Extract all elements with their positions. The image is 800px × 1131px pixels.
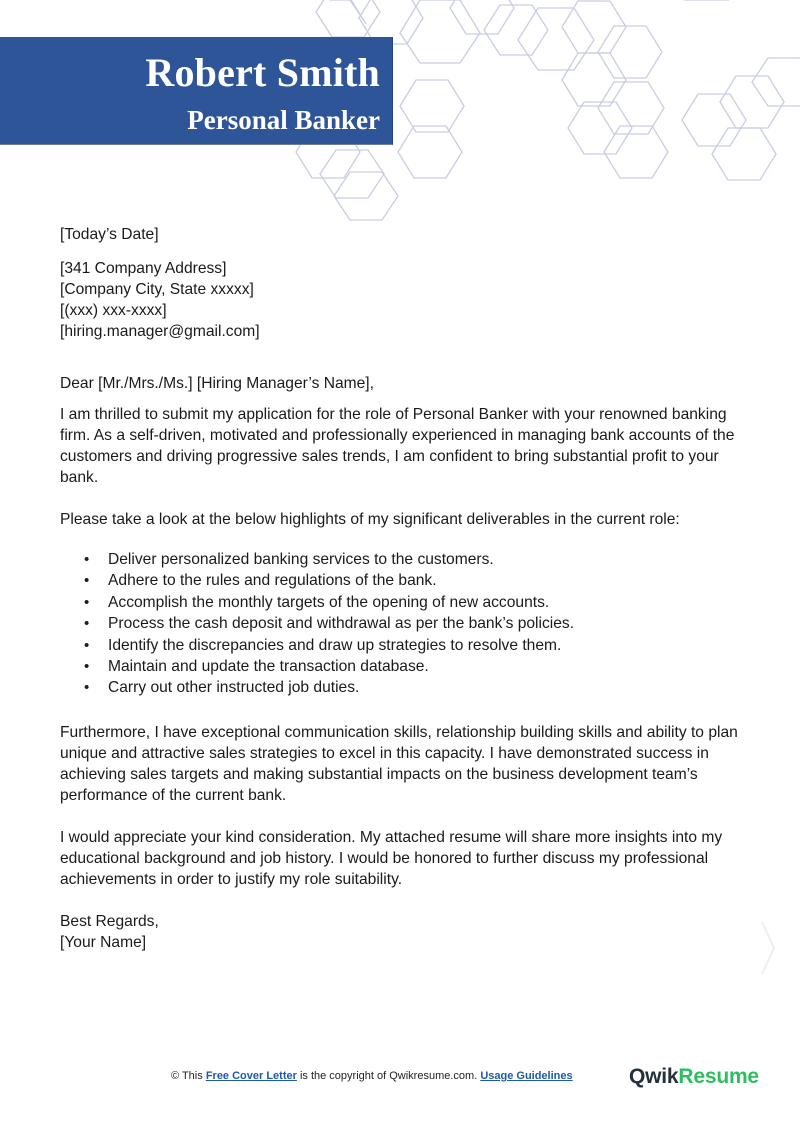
bullet-icon: • [84, 615, 90, 633]
bullet-icon: • [84, 658, 90, 676]
qwikresume-logo[interactable] [629, 1064, 759, 1090]
copyright-middle: is the copyright of Qwikresume.com. [296, 1070, 481, 1082]
bullet-icon: • [84, 593, 90, 611]
paragraph-skills: Furthermore, I have exceptional communication skills, relationship building skills and ability to plan unique and attractive sales strategies to excel in this capacity. I have demonstrated success in achieving sales targets and making substantial impacts on the business development team’s performance of the current bank. [60, 723, 738, 804]
paragraph-closing: I would appreciate your kind consideration. My attached resume will share more insights into my educational background and job history. I would be honored to further discuss my professional achievements in order to justify my role suitability. [60, 828, 723, 888]
bullet-icon: • [84, 572, 90, 590]
logo-part-resume: Resume [678, 1065, 759, 1088]
candidate-name: Robert Smith [145, 50, 380, 95]
list-item [60, 656, 760, 677]
list-item-text: Maintain and update the transaction database. [108, 658, 429, 676]
salutation: Dear [Mr./Mrs./Ms.] [Hiring Manager’s Name], [60, 375, 374, 392]
address-line-city: [Company City, State xxxxx] [60, 281, 254, 298]
list-item-text: Identify the discrepancies and draw up strategies to resolve them. [108, 636, 562, 654]
bullet-icon: • [84, 551, 90, 568]
logo-part-qwik: Qwik [629, 1065, 679, 1088]
address-line-street: [341 Company Address] [60, 260, 227, 277]
list-item-text: Adhere to the rules and regulations of the bank. [108, 572, 437, 590]
list-item [60, 635, 760, 656]
sign-off: Best Regards, [60, 912, 159, 930]
list-item-text: Carry out other instructed job duties. [108, 679, 360, 697]
list-item [60, 592, 760, 613]
list-item-text: Deliver personalized banking services to the customers. [108, 551, 494, 568]
sign-off-block [60, 911, 760, 953]
paragraph-intro: I am thrilled to submit my application for the role of Personal Banker with your renowned banking firm. As a self-driven, motivated and professionally experienced in managing bank accounts of the customers and driving progressive sales trends, I am confident to bring substantial profit to your bank. [60, 406, 735, 486]
list-item [60, 677, 760, 698]
candidate-title: Personal Banker [187, 105, 380, 135]
list-item-text: Process the cash deposit and withdrawal as per the bank’s policies. [108, 615, 575, 633]
list-item [60, 570, 760, 591]
chevron-right-icon [758, 920, 778, 976]
copyright-prefix: © This [171, 1070, 206, 1082]
letter-date: [Today’s Date] [60, 226, 159, 243]
free-cover-letter-link[interactable]: Free Cover Letter [205, 1070, 297, 1082]
cover-letter-body [60, 224, 760, 953]
list-item [60, 613, 760, 634]
address-line-email: [hiring.manager@gmail.com] [60, 323, 260, 340]
header-banner [0, 37, 393, 145]
highlights-intro: Please take a look at the below highlights of my significant deliverables in the current role: [60, 511, 680, 528]
recipient-address-block [60, 258, 760, 342]
signature-name: [Your Name] [60, 933, 147, 951]
address-line-phone: [(xxx) xxx-xxxx] [60, 302, 167, 319]
list-item [60, 549, 760, 570]
bullet-icon: • [84, 679, 90, 697]
copyright-notice [171, 1069, 573, 1083]
bullet-icon: • [84, 636, 90, 654]
list-item-text: Accomplish the monthly targets of the opening of new accounts. [108, 593, 550, 611]
usage-guidelines-link[interactable]: Usage Guidelines [480, 1070, 573, 1082]
highlights-list [60, 549, 760, 699]
